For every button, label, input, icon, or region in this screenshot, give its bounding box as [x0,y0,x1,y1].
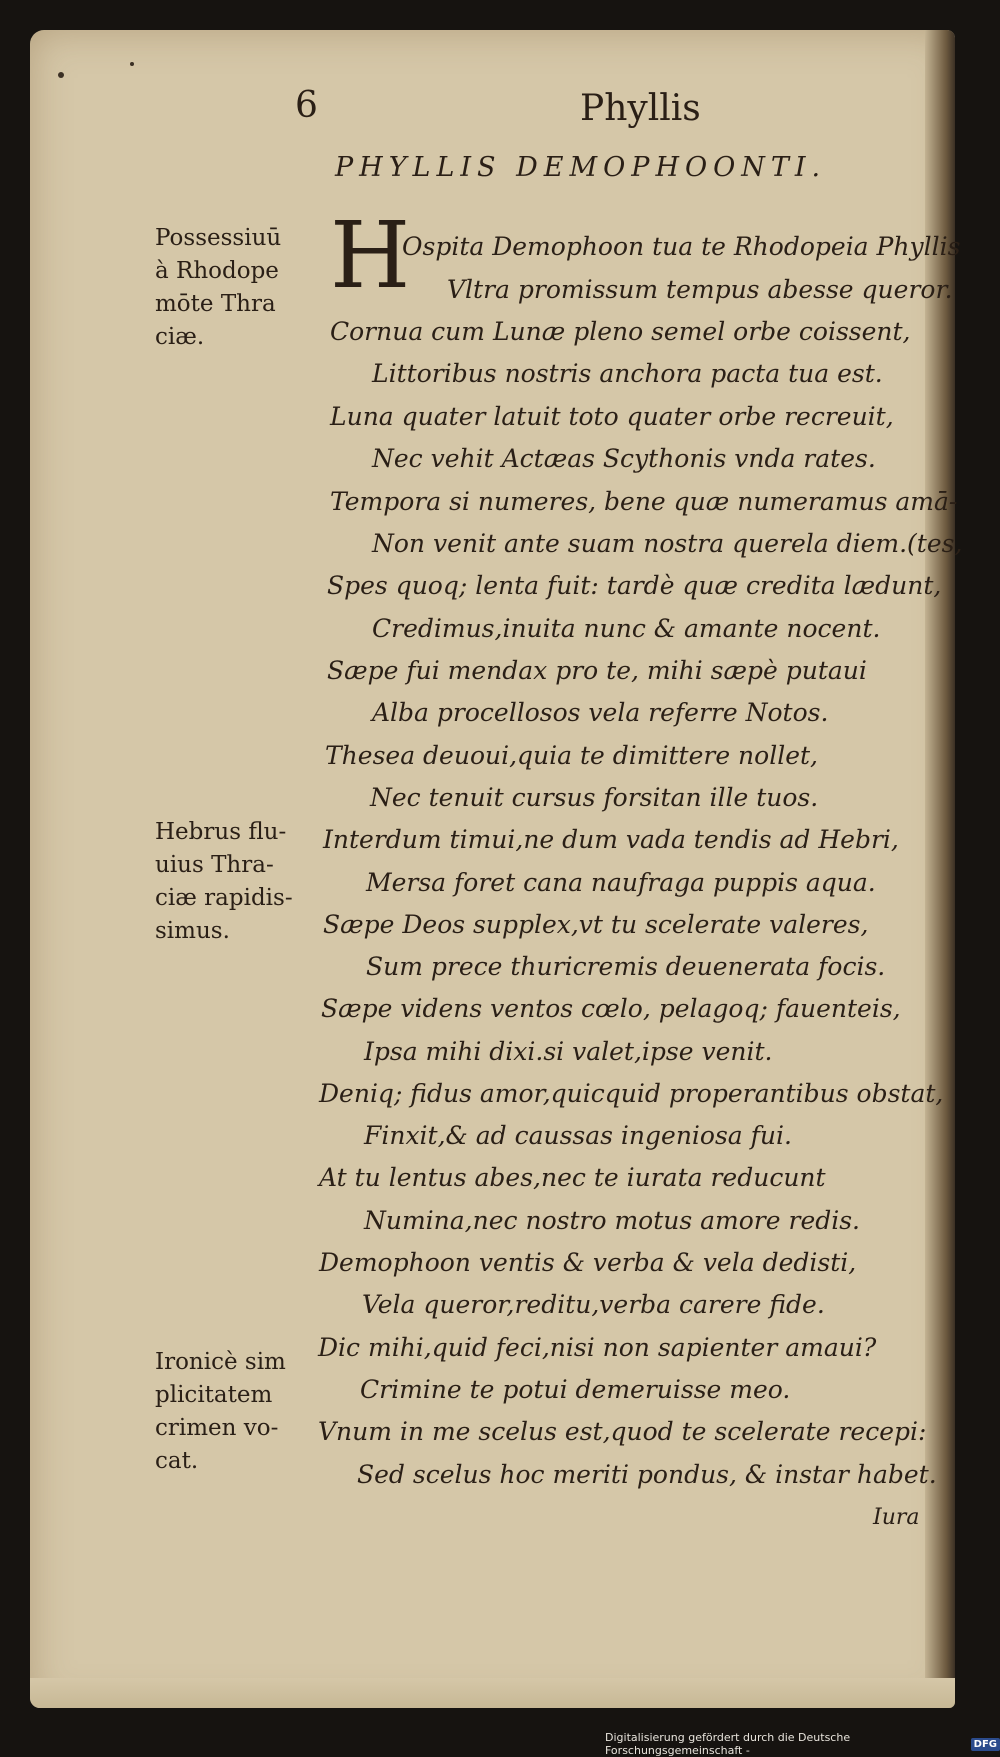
marginal-note [155,1346,286,1478]
verse-line: Credimus,inuita nunc & amante nocent. [372,614,881,643]
verse-line: Interdum timui,ne dum vada tendis ad Hebri, [323,825,899,854]
dfg-logo: DFG [971,1738,1000,1751]
verse-line: Sed scelus hoc meriti pondus, & instar habet. [357,1460,937,1489]
verse-line: Luna quater latuit toto quater orbe recreuit, [330,402,894,431]
verse-line: Sæpe Deos supplex,vt tu scelerate valeres, [323,910,869,939]
verse-line: Littoribus nostris anchora pacta tua est. [372,359,883,388]
drop-initial: H [330,202,411,309]
verse-line: Sum prece thuricremis deuenerata focis. [366,952,886,981]
marginal-note-line: simus. [155,918,230,944]
verse-line: Thesea deuoui,quia te dimittere nollet, [325,741,818,770]
verse-line: Mersa foret cana naufraga puppis aqua. [366,868,876,897]
paper-speck [58,72,64,78]
marginal-note [155,816,293,948]
page-number: 6 [295,85,318,126]
verse-line: Ospita Demophoon tua te Rhodopeia Phyllis [402,232,961,261]
marginal-note-line: Ironicè sim [155,1349,286,1375]
marginal-note-line: crimen vo- [155,1415,279,1441]
verse-line: Vnum in me scelus est,quod te scelerate recepi: [318,1417,927,1446]
verse-line: Nec vehit Actæas Scythonis vnda rates. [372,444,876,473]
marginal-note [155,222,281,354]
marginal-note-line: ciæ rapidis- [155,885,293,911]
marginal-note-line: mōte Thra [155,291,276,317]
verse-line: Alba procellosos vela referre Notos. [372,698,829,727]
verse-line: Demophoon ventis & verba & vela dedisti, [319,1248,857,1277]
verse-line: Finxit,& ad caussas ingeniosa fui. [364,1121,792,1150]
footer-text: Digitalisierung gefördert durch die Deutsche Forschungsgemeinschaft - [605,1731,851,1757]
running-head: Phyllis [580,88,701,129]
paper-speck [130,62,134,66]
verse-line: Ipsa mihi dixi.si valet,ipse venit. [364,1037,773,1066]
catchword: Iura [873,1505,920,1530]
poem-title: PHYLLIS DEMOPHOONTI. [335,152,827,183]
verse-line: Tempora si numeres, bene quæ numeramus amā- [330,487,958,516]
marginal-note-line: Hebrus flu- [155,819,287,845]
verse-line: Deniq; fidus amor,quicquid properantibus obstat, [319,1079,944,1108]
verse-line: Dic mihi,quid feci,nisi non sapienter amaui? [318,1333,877,1362]
marginal-note-line: cat. [155,1448,199,1474]
verse-line: Sæpe videns ventos cœlo, pelagoq; fauenteis, [321,994,901,1023]
verse-line: At tu lentus abes,nec te iurata reducunt [319,1163,826,1192]
verse-line: Vela queror,reditu,verba carere fide. [362,1290,825,1319]
verse-line: Sæpe fui mendax pro te, mihi sæpè putaui [327,656,867,685]
marginal-note-line: Possessiuū [155,225,282,251]
verse-line: Spes quoq; lenta fuit: tardè quæ credita lædunt, [327,571,942,600]
page-bottom-edge [30,1678,955,1708]
marginal-note-line: uius Thra- [155,852,274,878]
verse-line: Vltra promissum tempus abesse queror. [447,275,953,304]
marginal-note-line: à Rhodope [155,258,279,284]
marginal-note-line: plicitatem [155,1382,273,1408]
marginal-note-line: ciæ. [155,324,205,350]
verse-line: Numina,nec nostro motus amore redis. [364,1206,861,1235]
verse-line: Nec tenuit cursus forsitan ille tuos. [370,783,819,812]
verse-line: Crimine te potui demeruisse meo. [360,1375,791,1404]
digitization-footer [605,1731,1000,1757]
verse-line: Cornua cum Lunæ pleno semel orbe coissent, [330,317,911,346]
verse-line: Non venit ante suam nostra querela diem.(tes, [372,529,963,558]
